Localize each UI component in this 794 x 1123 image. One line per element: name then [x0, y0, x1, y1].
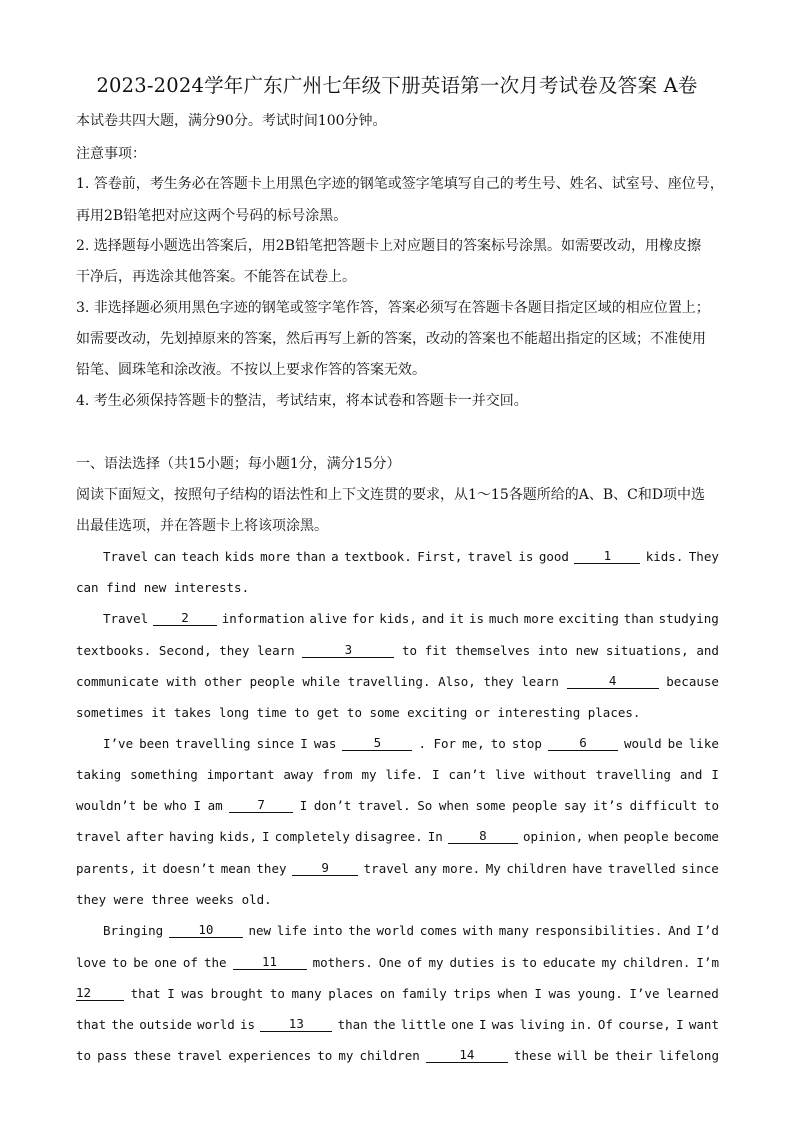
- passage-line: love to be one of the 11 mothers. One of my duties is to educate my children. I’m: [76, 954, 719, 970]
- blank-12: 12: [76, 986, 124, 1001]
- passage-line: 12 that I was brought to many places on family trips when I was young. I’ve learned: [76, 985, 719, 1001]
- blank-14: 14: [426, 1048, 508, 1063]
- passage-line: Travel can teach kids more than a textbook. First, travel is good 1 kids. They: [103, 548, 719, 564]
- note-line: 1. 答卷前，考生务必在答题卡上用黑色字迹的钢笔或签字笔填写自己的考生号、姓名、试室号、座位号，: [76, 176, 724, 192]
- blank-3: 3: [302, 643, 394, 658]
- passage-line: I’ve been travelling since I was 5 . For me, to stop 6 would be like: [103, 735, 719, 751]
- blank-13: 13: [260, 1017, 332, 1032]
- blank-2: 2: [153, 611, 217, 626]
- passage-line: textbooks. Second, they learn 3 to fit themselves into new situations, and: [76, 642, 719, 658]
- blank-8: 8: [448, 829, 518, 844]
- blank-1: 1: [574, 549, 640, 564]
- blank-5: 5: [342, 736, 412, 751]
- section1-instruction: 阅读下面短文，按照句子结构的语法性和上下文连贯的要求，从1～15各题所给的A、B、C和D项中选: [76, 487, 706, 503]
- exam-title: 2023-2024学年广东广州七年级下册英语第一次月考试卷及答案 A卷: [96, 74, 698, 97]
- note-line: 3. 非选择题必须用黑色字迹的钢笔或签字笔作答，答案必须写在答题卡各题目指定区域的相应位置上；: [76, 300, 710, 316]
- note-line: 2. 选择题每小题选出答案后，用2B铅笔把答题卡上对应题目的答案标号涂黑。如需要改动，用橡皮擦: [76, 238, 702, 254]
- passage-line: they were three weeks old.: [76, 892, 272, 907]
- blank-7: 7: [229, 798, 293, 813]
- exam-intro: 本试卷共四大题，满分90分。考试时间100分钟。: [76, 113, 387, 129]
- passage-line: Bringing 10 new life into the world comes with many responsibilities. And I’d: [103, 922, 719, 938]
- note-line: 干净后，再选涂其他答案。不能答在试卷上。: [76, 269, 356, 285]
- note-line: 再用2B铅笔把对应这两个号码的标号涂黑。: [76, 208, 348, 224]
- passage-line: sometimes it takes long time to get to some exciting or interesting places.: [76, 705, 641, 720]
- passage-line: communicate with other people while travelling. Also, they learn 4 because: [76, 673, 719, 689]
- passage-line: wouldn’t be who I am 7 I don’t travel. So when some people say it’s difficult to: [76, 797, 719, 813]
- note-line: 铅笔、圆珠笔和涂改液。不按以上要求作答的答案无效。: [76, 362, 426, 378]
- passage-line: parents, it doesn’t mean they 9 travel any more. My children have travelled since: [76, 860, 719, 876]
- passage-line: that the outside world is 13 than the little one I was living in. Of course, I want: [76, 1016, 719, 1032]
- blank-4: 4: [567, 674, 659, 689]
- note-line: 4. 考生必须保持答题卡的整洁，考试结束，将本试卷和答题卡一并交回。: [76, 393, 528, 409]
- passage-line: taking something important away from my life. I can’t live without travelling and I: [76, 767, 719, 782]
- passage-line: travel after having kids, I completely disagree. In 8 opinion, when people become: [76, 828, 719, 844]
- note-line: 如需要改动，先划掉原来的答案，然后再写上新的答案，改动的答案也不能超出指定的区域；不准使用: [76, 331, 706, 347]
- passage-line: Travel 2 information alive for kids, and it is much more exciting than studying: [103, 610, 719, 626]
- blank-9: 9: [292, 861, 358, 876]
- notes-heading: 注意事项：: [76, 146, 146, 162]
- passage-line: to pass these travel experiences to my children 14 these will be their lifelong: [76, 1047, 719, 1063]
- blank-10: 10: [169, 923, 243, 938]
- blank-11: 11: [233, 955, 307, 970]
- passage-line: can find new interests.: [76, 580, 250, 595]
- section1-instruction: 出最佳选项，并在答题卡上将该项涂黑。: [76, 518, 328, 534]
- section1-heading: 一、语法选择（共15小题；每小题1分，满分15分）: [76, 456, 401, 472]
- blank-6: 6: [548, 736, 618, 751]
